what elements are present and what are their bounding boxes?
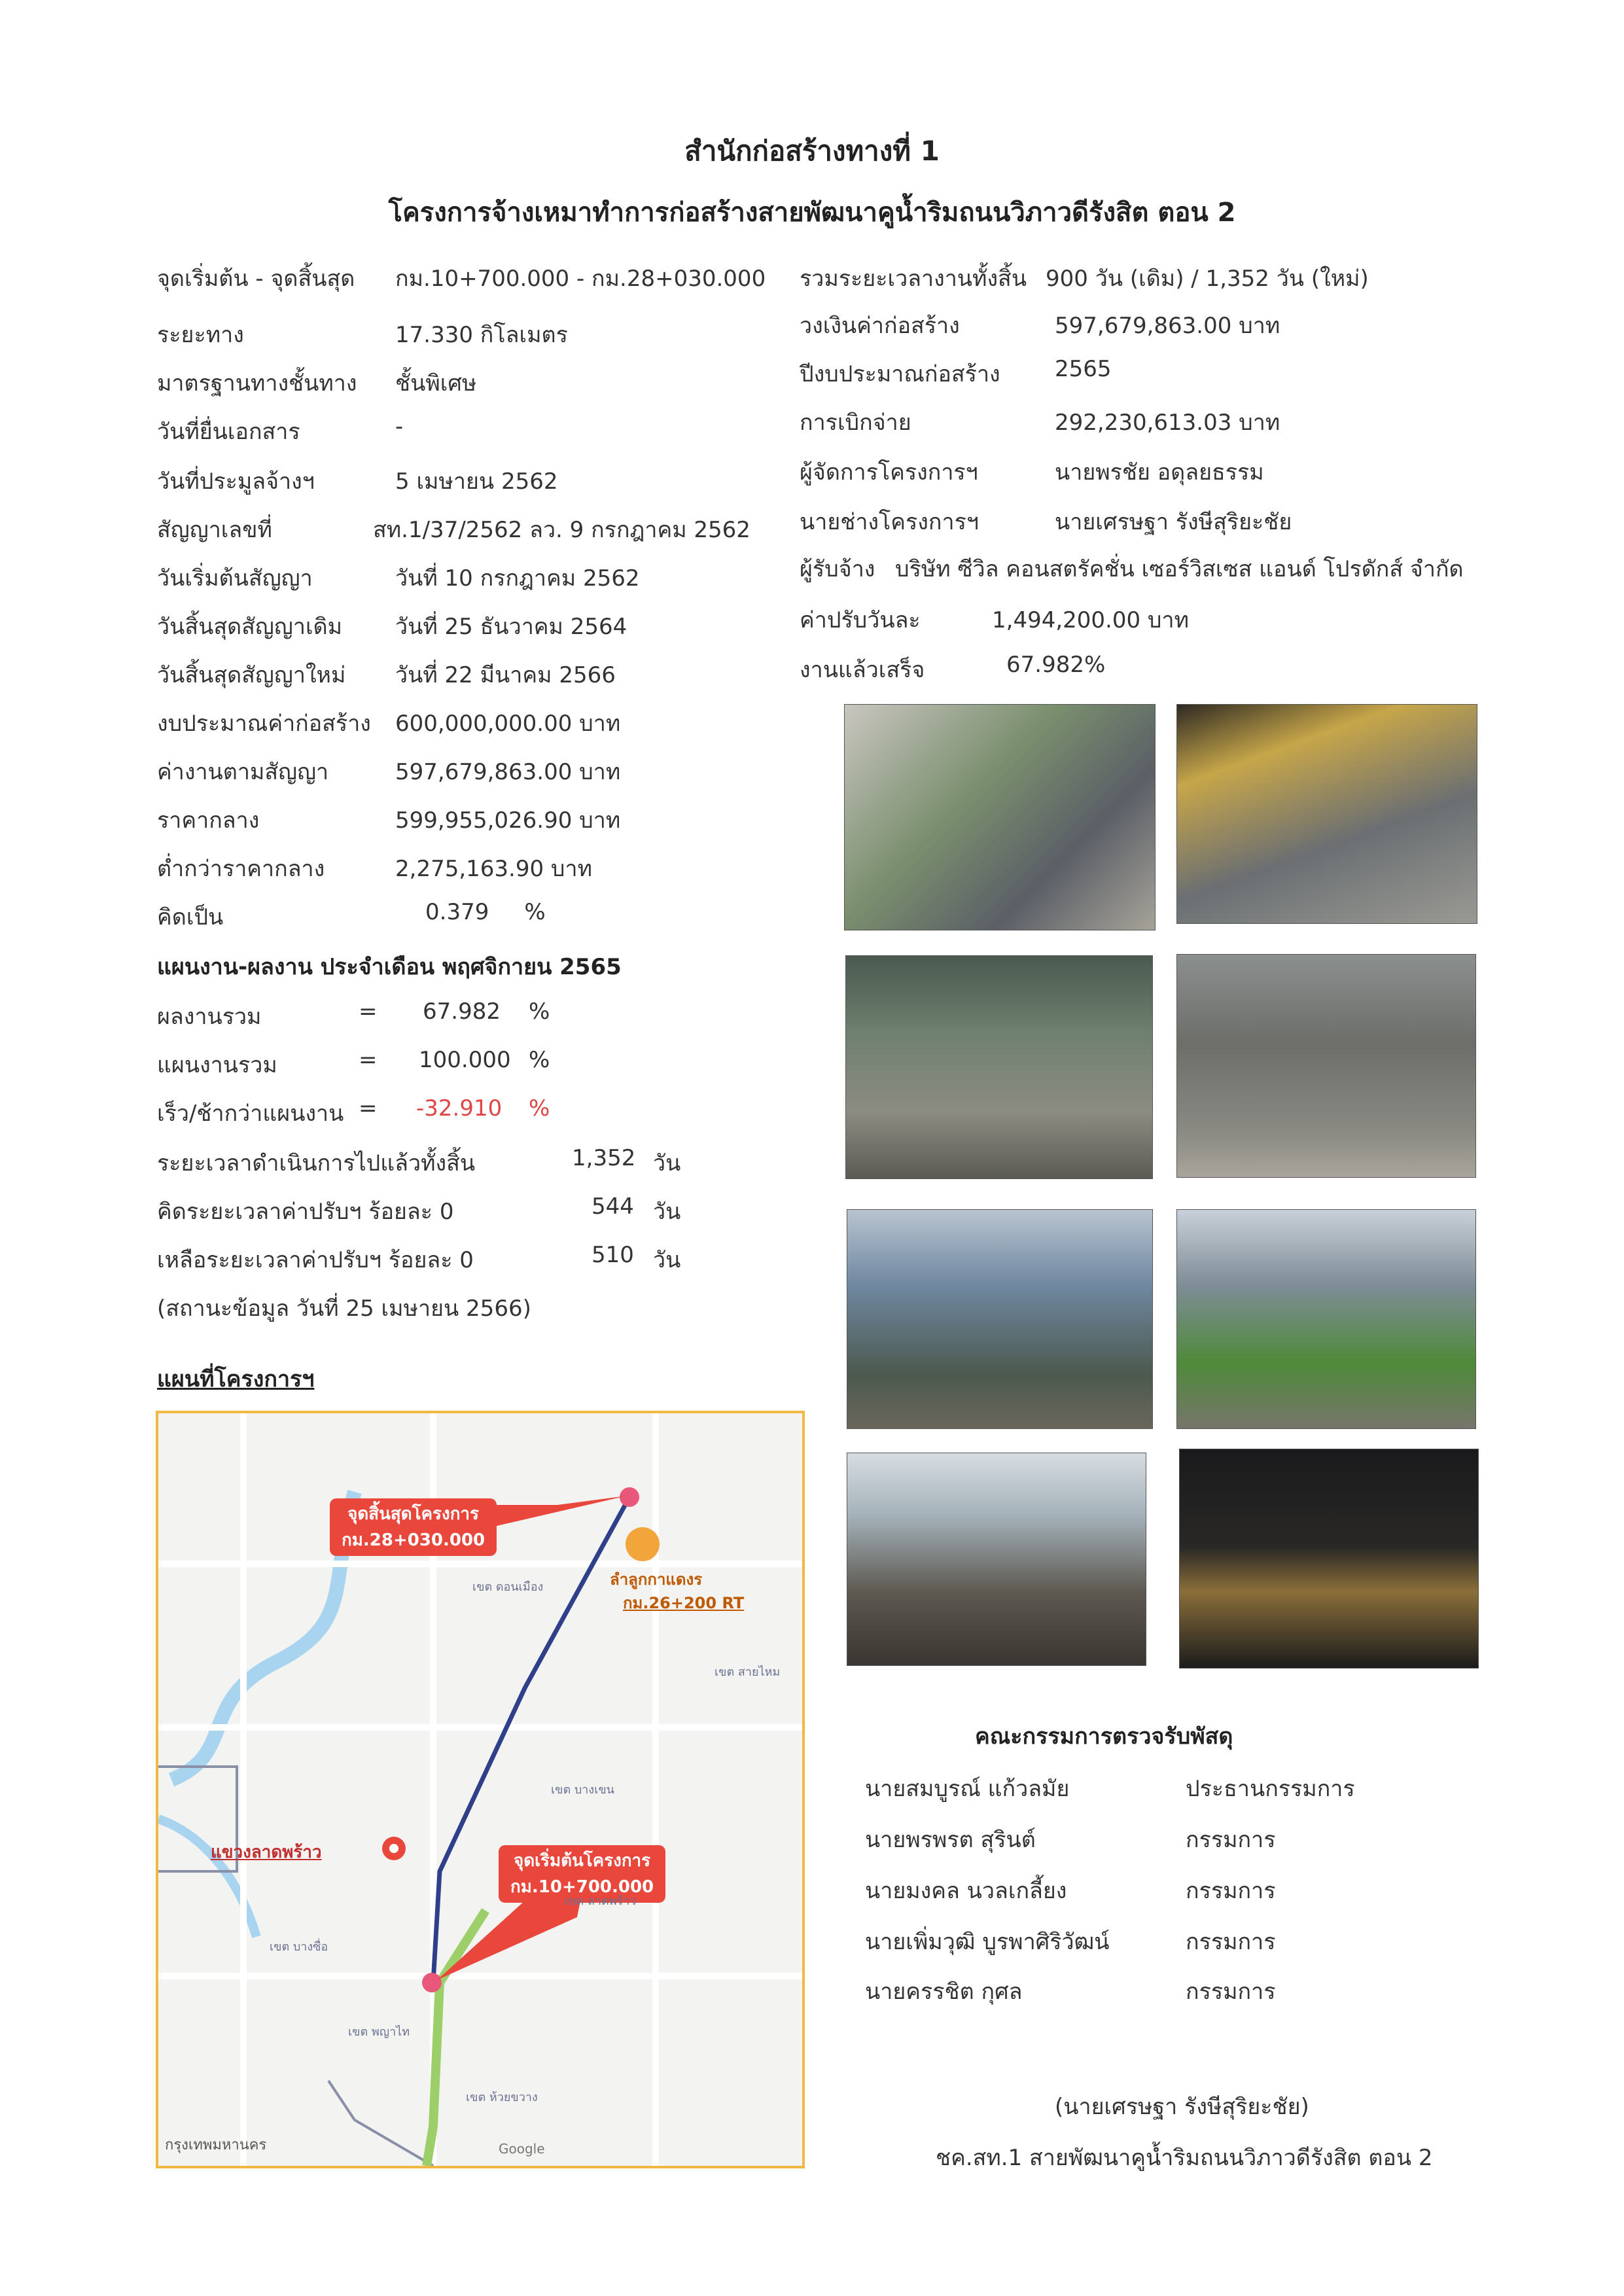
progress-label: ผลงานรวม [157, 1004, 262, 1030]
map-label-left: แขวงลาดพร้าว [211, 1843, 322, 1862]
construction-photo [844, 704, 1156, 930]
end-callout-km: กม.28+030.000 [342, 1530, 485, 1550]
info-label: วันสิ้นสุดสัญญาใหม่ [157, 662, 346, 688]
info-value: 2565 [1055, 356, 1112, 382]
status-note: (สถานะข้อมูล วันที่ 25 เมษายน 2566) [157, 1296, 531, 1322]
boundary-line [328, 2081, 433, 2166]
member-name: นายมงคล นวลเกลี้ยง [865, 1878, 1067, 1904]
info-label: รวมระยะเวลางานทั้งสิ้น [800, 266, 1027, 292]
district-label: เขต สายไหม [715, 1665, 781, 1679]
member-name: นายพรพรต สุรินต์ [865, 1827, 1036, 1853]
member-role: กรรมการ [1186, 1929, 1276, 1955]
info-value: 67.982% [1006, 652, 1106, 678]
progress-value: 100.000 [419, 1047, 511, 1073]
info-label: จุดเริ่มต้น - จุดสิ้นสุด [157, 266, 355, 292]
duration-value: 544 [591, 1193, 634, 1220]
equals-sign: = [359, 1095, 378, 1122]
info-value: - [395, 414, 404, 440]
info-value: 599,955,026.90 บาท [395, 807, 621, 834]
member-name: นายเพิ่มวุฒิ บูรพาศิริวัฒน์ [865, 1929, 1110, 1955]
start-point-marker[interactable] [422, 1973, 442, 1992]
info-label: ปีงบประมาณก่อสร้าง [800, 361, 1000, 387]
equals-sign: = [359, 1047, 378, 1073]
info-value: 292,230,613.03 บาท [1055, 410, 1280, 436]
info-label: วันเริ่มต้นสัญญา [157, 565, 313, 592]
city-label: กรุงเทพมหานคร [165, 2137, 267, 2153]
duration-unit: วัน [653, 1150, 681, 1176]
progress-value: 67.982 [423, 998, 501, 1025]
district-label: เขต บางซื่อ [270, 1940, 328, 1954]
river-shape [171, 1492, 355, 1780]
info-label: มาตรฐานทางชั้นทาง [157, 370, 357, 397]
duration-label: คิดระยะเวลาค่าปรับฯ ร้อยละ 0 [157, 1199, 454, 1225]
progress-unit: % [529, 998, 550, 1025]
map-label-top: ลำลูกกาแดงร [610, 1570, 703, 1589]
map-heading: แผนที่โครงการฯ [157, 1366, 315, 1392]
info-value: 597,679,863.00 บาท [395, 759, 621, 785]
info-label: ผู้รับจ้าง [800, 556, 875, 582]
progress-label: แผนงานรวม [157, 1052, 277, 1078]
info-value: 597,679,863.00 บาท [1055, 313, 1280, 339]
info-label: ค่างานตามสัญญา [157, 759, 329, 785]
district-label: เขต พญาไท [348, 2025, 410, 2039]
progress-label: เร็ว/ช้ากว่าแผนงาน [157, 1101, 344, 1127]
info-label: การเบิกจ่าย [800, 410, 911, 436]
info-value: ชั้นพิเศษ [395, 370, 477, 397]
info-label: สัญญาเลขที่ [157, 517, 272, 543]
construction-photo [1176, 954, 1476, 1178]
member-role: กรรมการ [1186, 1827, 1276, 1853]
member-role: ประธานกรรมการ [1186, 1776, 1355, 1802]
info-value: นายพรชัย อดุลยธรรม [1055, 459, 1264, 486]
info-value: 0.379 % [425, 899, 546, 925]
info-value: กม.10+700.000 - กม.28+030.000 [395, 266, 766, 292]
signature-position: ชค.สท.1 สายพัฒนาคูน้ำริมถนนวิภาวดีรังสิต ตอน 2 [936, 2145, 1433, 2171]
duration-unit: วัน [653, 1247, 681, 1273]
map-label-top-km: กม.26+200 RT [623, 1594, 745, 1612]
duration-label: ระยะเวลาดำเนินการไปแล้วทั้งสิ้น [157, 1150, 476, 1176]
start-callout-km: กม.10+700.000 [510, 1877, 654, 1897]
info-value: บริษัท ซีวิล คอนสตรัคชั่น เซอร์วิสเซส แอนด์ โปรดักส์ จำกัด [895, 556, 1464, 582]
end-callout [330, 1498, 497, 1556]
construction-photo [1176, 1209, 1476, 1429]
progress-unit: % [529, 1095, 550, 1122]
info-value: 900 วัน (เดิม) / 1,352 วัน (ใหม่) [1046, 266, 1369, 292]
project-title: โครงการจ้างเหมาทำการก่อสร้างสายพัฒนาคูน้ำริมถนนวิภาวดีรังสิต ตอน 2 [388, 198, 1236, 228]
info-label: คิดเป็น [157, 904, 224, 930]
info-value: 2,275,163.90 บาท [395, 856, 593, 882]
google-logo: Google [499, 2141, 545, 2157]
duration-unit: วัน [653, 1199, 681, 1225]
construction-photo [1179, 1449, 1479, 1669]
construction-photo [847, 1453, 1146, 1666]
info-value: วันที่ 25 ธันวาคม 2564 [395, 614, 627, 640]
duration-value: 1,352 [572, 1145, 636, 1171]
end-point-marker[interactable] [620, 1487, 639, 1507]
info-value: 17.330 กิโลเมตร [395, 322, 568, 348]
district-label: เขต ห้วยขวาง [466, 2091, 538, 2104]
progress-unit: % [529, 1047, 550, 1073]
member-name: นายสมบูรณ์ แก้วลมัย [865, 1776, 1070, 1802]
office-title: สำนักก่อสร้างทางที่ 1 [684, 135, 940, 167]
signature-name: (นายเศรษฐา รังษีสุริยะชัย) [1055, 2094, 1309, 2120]
progress-delay-value: -32.910 [416, 1095, 503, 1122]
info-label: งบประมาณค่าก่อสร้าง [157, 711, 371, 737]
info-label: วันสิ้นสุดสัญญาเดิม [157, 614, 343, 640]
info-value: นายเศรษฐา รังษีสุริยะชัย [1055, 509, 1292, 535]
start-callout-title: จุดเริ่มต้นโครงการ [514, 1851, 651, 1871]
progress-heading: แผนงาน-ผลงาน ประจำเดือน พฤศจิกายน 2565 [157, 954, 622, 980]
info-value: 5 เมษายน 2562 [395, 468, 558, 495]
info-label: ต่ำกว่าราคากลาง [157, 856, 325, 882]
info-value: วันที่ 10 กรกฎาคม 2562 [395, 565, 640, 592]
duration-value: 510 [591, 1242, 634, 1268]
info-label: ราคากลาง [157, 807, 260, 834]
construction-photo [845, 955, 1153, 1179]
equals-sign: = [359, 998, 378, 1025]
info-label: นายช่างโครงการฯ [800, 509, 979, 535]
info-label: วันที่ยื่นเอกสาร [157, 419, 300, 445]
info-value: 600,000,000.00 บาท [395, 711, 621, 737]
project-map[interactable] [156, 1411, 805, 2168]
landmark-icon [389, 1844, 398, 1853]
landmark-icon [626, 1527, 660, 1561]
district-label: เขต ลาดพร้าว [564, 1894, 637, 1908]
member-name: นายครรชิต กุศล [865, 1979, 1023, 2005]
info-label: งานแล้วเสร็จ [800, 657, 925, 683]
info-value: 1,494,200.00 บาท [992, 607, 1190, 633]
info-label: ค่าปรับวันละ [800, 607, 921, 633]
district-label: เขต บางเขน [551, 1783, 614, 1797]
district-label: เขต ดอนเมือง [472, 1580, 544, 1594]
info-value: วันที่ 22 มีนาคม 2566 [395, 662, 616, 688]
info-label: วันที่ประมูลจ้างฯ [157, 468, 315, 495]
info-value: สท.1/37/2562 ลว. 9 กรกฎาคม 2562 [373, 517, 750, 543]
committee-heading: คณะกรรมการตรวจรับพัสดุ [975, 1723, 1233, 1750]
duration-label: เหลือระยะเวลาค่าปรับฯ ร้อยละ 0 [157, 1247, 474, 1273]
info-label: ผู้จัดการโครงการฯ [800, 459, 978, 486]
construction-photo [847, 1209, 1153, 1429]
info-label: ระยะทาง [157, 322, 244, 348]
member-role: กรรมการ [1186, 1878, 1276, 1904]
member-role: กรรมการ [1186, 1979, 1276, 2005]
info-label: วงเงินค่าก่อสร้าง [800, 313, 960, 339]
construction-photo [1176, 704, 1477, 924]
end-callout-title: จุดสิ้นสุดโครงการ [347, 1504, 479, 1524]
